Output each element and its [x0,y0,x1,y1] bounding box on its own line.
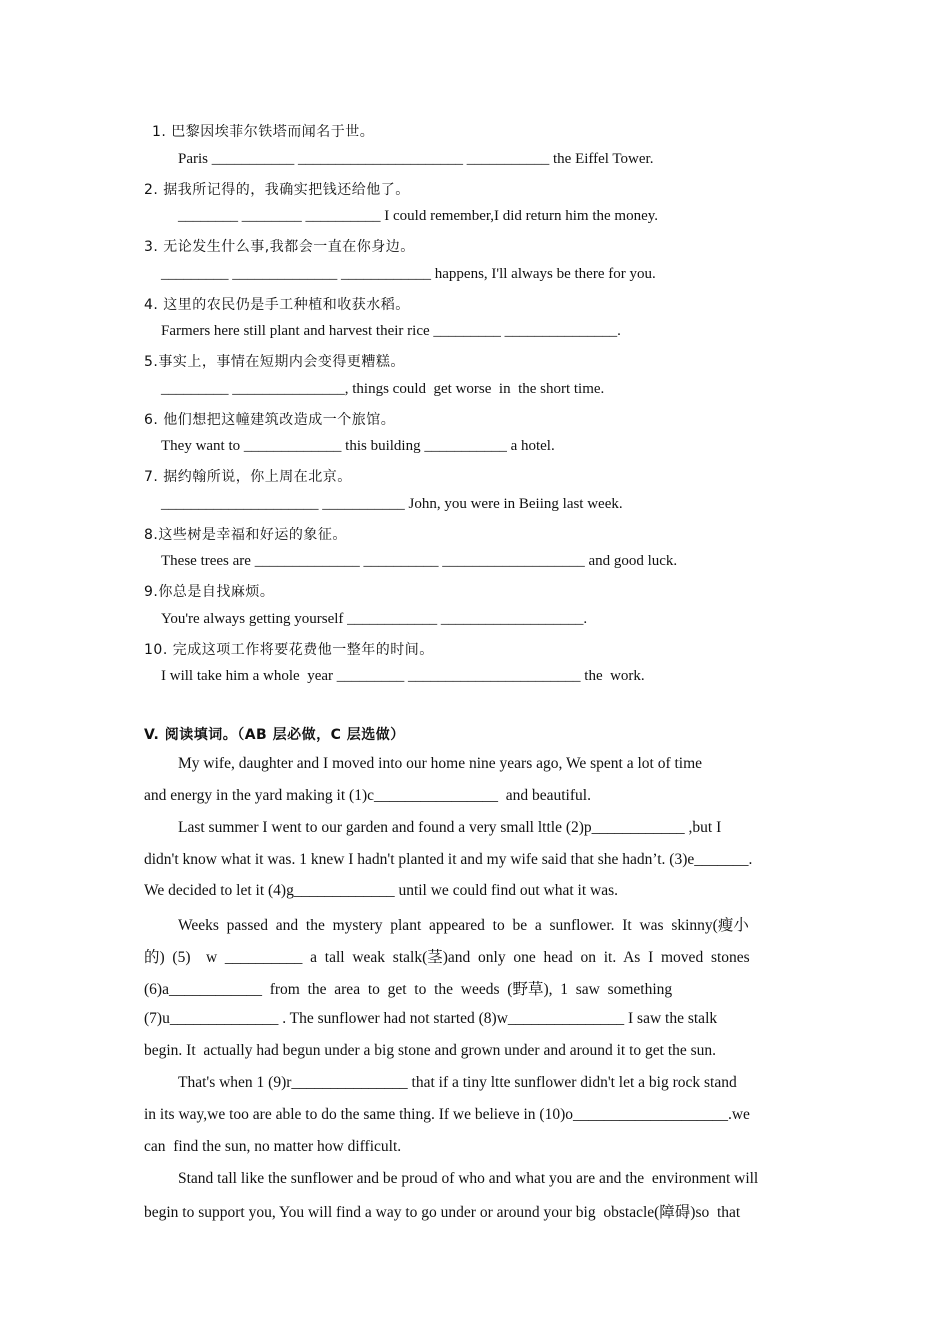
question-3-english: _________ ______________ ____________ happens, I'll always be there for you. [161,266,656,282]
question-1-chinese: 1. 巴黎因埃菲尔铁塔而闻名于世。 [152,124,375,140]
question-10-chinese: 10. 完成这项工作将要花费他一整年的时间。 [144,642,434,658]
question-2-english: ________ ________ __________ I could remember,I did return him the money. [178,208,659,224]
question-9-english: You're always getting yourself ____________ ___________________. [161,611,588,627]
question-6-chinese: 6. 他们想把这幢建筑改造成一个旅馆。 [144,412,396,428]
reading-line: Weeks passed and the mystery plant appeared to be a sunflower. It was skinny(瘦小 [178,917,749,934]
question-4-chinese: 4. 这里的农民仍是手工种植和收获水稻。 [144,297,410,313]
reading-line: (6)a____________ from the area to get to the weeds (野草), 1 saw something [144,981,673,998]
question-8-english: These trees are ______________ __________ ___________________ and good luck. [161,553,678,569]
reading-line: 的) (5) w __________ a tall weak stalk(茎)and only one head on it. As I moved stones [144,949,750,966]
reading-line: and energy in the yard making it (1)c________________ and beautiful. [144,787,591,804]
question-3-chinese: 3. 无论发生什么事,我都会一直在你身边。 [144,239,415,255]
question-5-english: _________ _______________, things could get worse in the short time. [161,381,605,397]
question-4-english: Farmers here still plant and harvest their rice _________ _______________. [161,323,621,339]
question-5-chinese: 5.事实上，事情在短期内会变得更糟糕。 [144,354,405,370]
reading-line: (7)u______________ . The sunflower had not started (8)w_______________ I saw the stalk [144,1010,718,1027]
reading-line: can find the sun, no matter how difficult. [144,1138,402,1155]
question-7-chinese: 7. 据约翰所说，你上周在北京。 [144,469,352,485]
section-v-title: V. 阅读填词。（AB 层必做，C 层选做） [144,727,405,743]
question-10-english: I will take him a whole year _________ _______________________ the work. [161,668,645,684]
question-2-chinese: 2. 据我所记得的，我确实把钱还给他了。 [144,182,410,198]
reading-line: Stand tall like the sunflower and be proud of who and what you are and the environment will [178,1170,759,1187]
reading-line: in its way,we too are able to do the same thing. If we believe in (10)o____________________.we [144,1106,750,1123]
question-9-chinese: 9.你总是自找麻烦。 [144,584,275,600]
reading-line: Last summer I went to our garden and found a very small lttle (2)p____________ ,but I [178,819,722,836]
reading-line: begin to support you, You will find a way to go under or around your big obstacle(障碍)so that [144,1204,741,1221]
reading-line: didn't know what it was. 1 knew I hadn't planted it and my wife said that she hadn’t. (3)e_______. [144,851,753,868]
question-7-english: _____________________ ___________ John, you were in Beiing last week. [161,496,623,512]
reading-line: begin. It actually had begun under a big stone and grown under and around it to get the sun. [144,1042,717,1059]
reading-line: We decided to let it (4)g_____________ until we could find out what it was. [144,882,618,899]
reading-line: My wife, daughter and I moved into our home nine years ago, We spent a lot of time [178,755,703,772]
question-8-chinese: 8.这些树是幸福和好运的象征。 [144,527,347,543]
reading-line: That's when 1 (9)r_______________ that if a tiny ltte sunflower didn't let a big rock stand [178,1074,737,1091]
question-1-english: Paris ___________ ______________________ ___________ the Eiffel Tower. [178,151,654,167]
question-6-english: They want to _____________ this building ___________ a hotel. [161,438,555,454]
